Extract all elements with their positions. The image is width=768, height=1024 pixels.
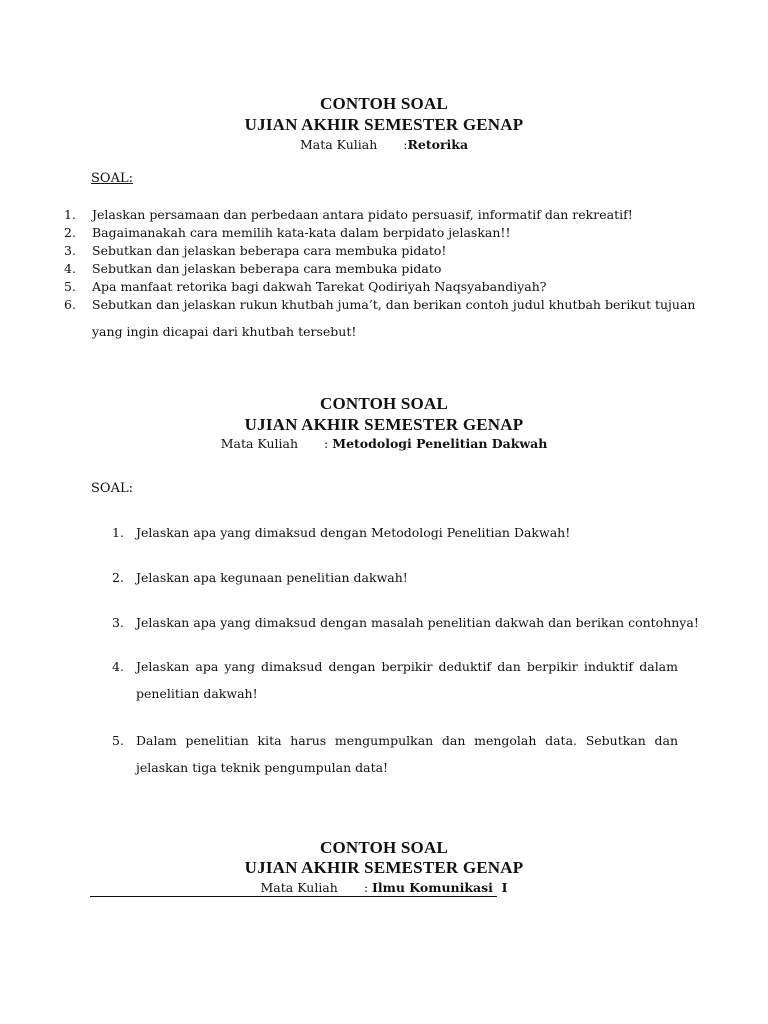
list-item: 3. Sebutkan dan jelaskan beberapa cara membuka pidato! — [64, 243, 447, 258]
section-1-soal-label: SOAL: — [91, 171, 133, 186]
list-item: 5. Apa manfaat retorika bagi dakwah Tarekat Qodiriyah Naqsyabandiyah? — [64, 279, 547, 294]
list-item: 1. Jelaskan persamaan dan perbedaan antara pidato persuasif, informatif dan rekreatif! — [64, 207, 633, 222]
list-item: 2. Bagaimanakah cara memilih kata-kata dalam berpidato jelaskan!! — [64, 225, 511, 240]
section-2-title: CONTOH SOAL — [320, 394, 448, 413]
section-3-subtitle: UJIAN AKHIR SEMESTER GENAP — [244, 858, 524, 877]
section-2-course — [0, 436, 768, 451]
course-separator: : — [324, 436, 329, 451]
list-item: 6. Sebutkan dan jelaskan rukun khutbah juma’t, dan berikan contoh judul khutbah berikut tujuan — [64, 297, 696, 312]
course-label: Mata Kuliah — [299, 137, 378, 152]
underline-divider — [90, 896, 497, 897]
list-item: 5. Dalam penelitian kita harus mengumpulkan dan mengolah data. Sebutkan dan jelaskan tiga teknik pengumpulan data! — [112, 733, 678, 775]
section-1-title: CONTOH SOAL — [320, 94, 448, 113]
list-item: 4. Sebutkan dan jelaskan beberapa cara membuka pidato — [64, 261, 442, 276]
list-item: 3. Jelaskan apa yang dimaksud dengan masalah penelitian dakwah dan berikan contohnya! — [112, 615, 699, 630]
section-1-subtitle: UJIAN AKHIR SEMESTER GENAP — [244, 115, 524, 134]
section-3-course — [0, 880, 768, 895]
section-1-q6-continuation: yang ingin dicapai dari khutbah tersebut! — [92, 324, 357, 339]
section-2-subtitle: UJIAN AKHIR SEMESTER GENAP — [244, 415, 524, 434]
course-label: Mata Kuliah — [260, 880, 338, 895]
course-name: Metodologi Penelitian Dakwah — [332, 436, 548, 451]
course-name: Ilmu Komunikasi I — [372, 880, 508, 895]
section-3-title: CONTOH SOAL — [320, 838, 448, 857]
list-item: 1. Jelaskan apa yang dimaksud dengan Metodologi Penelitian Dakwah! — [112, 525, 571, 540]
list-item: 4. Jelaskan apa yang dimaksud dengan berpikir deduktif dan berpikir induktif dalam penelitian dakwah! — [112, 659, 678, 701]
course-separator: : — [403, 137, 408, 152]
course-name: Retorika — [407, 137, 469, 152]
course-separator: : — [363, 880, 369, 895]
list-item: 2. Jelaskan apa kegunaan penelitian dakwah! — [112, 570, 408, 585]
section-1-question-list — [64, 206, 704, 314]
section-1-course — [0, 137, 768, 152]
course-label: Mata Kuliah — [220, 436, 299, 451]
section-2-soal-label: SOAL: — [91, 481, 133, 496]
